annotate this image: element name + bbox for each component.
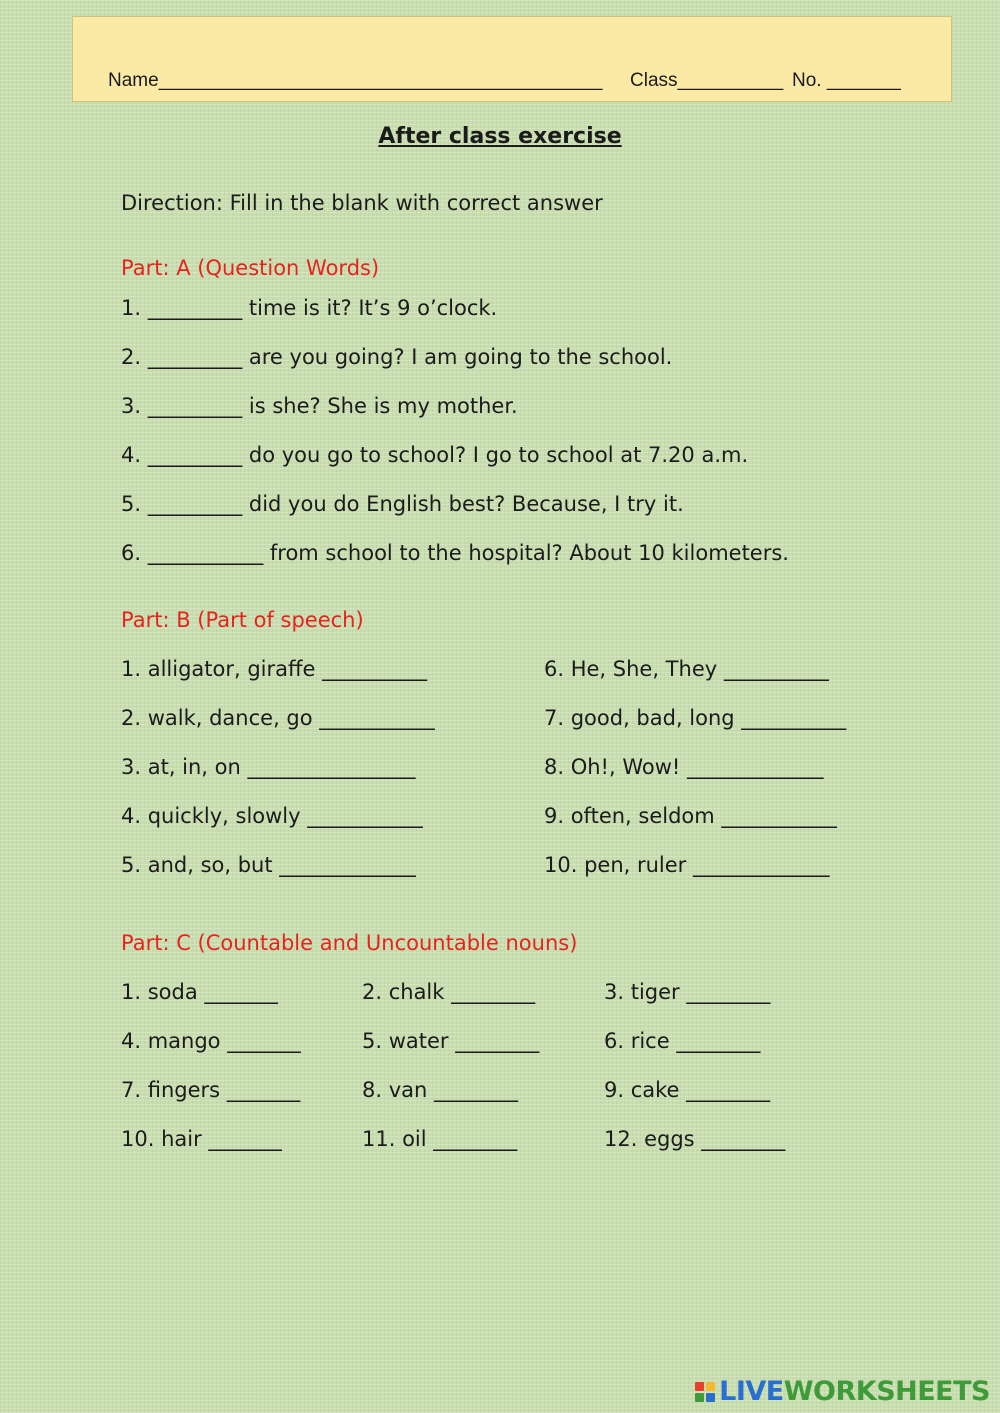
part-c-item[interactable]: 8. van ________ xyxy=(362,1078,518,1102)
part-b-title: Part: B (Part of speech) xyxy=(121,608,364,632)
part-b-item[interactable]: 3. at, in, on ________________ xyxy=(121,755,416,779)
part-c-item[interactable]: 5. water ________ xyxy=(362,1029,540,1053)
number-label: No. xyxy=(792,70,822,91)
number-blank[interactable]: _______ xyxy=(826,70,901,91)
page-title: After class exercise xyxy=(378,124,622,149)
name-field[interactable] xyxy=(108,70,603,92)
part-a-question[interactable]: 5. _________ did you do English best? Because, I try it. xyxy=(121,492,684,516)
part-a-question[interactable]: 4. _________ do you go to school? I go to school at 7.20 a.m. xyxy=(121,443,749,467)
part-a-question[interactable]: 6. ___________ from school to the hospital? About 10 kilometers. xyxy=(121,541,789,565)
part-a-question[interactable]: 1. _________ time is it? It’s 9 o’clock. xyxy=(121,296,498,320)
part-b-item[interactable]: 10. pen, ruler _____________ xyxy=(544,853,830,877)
part-c-item[interactable]: 4. mango _______ xyxy=(121,1029,301,1053)
part-b-item[interactable]: 9. often, seldom ___________ xyxy=(544,804,837,828)
part-b-item[interactable]: 4. quickly, slowly ___________ xyxy=(121,804,423,828)
part-a-title: Part: A (Question Words) xyxy=(121,256,380,280)
part-c-item[interactable]: 12. eggs ________ xyxy=(604,1127,786,1151)
part-c-item[interactable]: 2. chalk ________ xyxy=(362,980,536,1004)
part-c-title: Part: C (Countable and Uncountable nouns) xyxy=(121,931,578,955)
part-c-item[interactable]: 11. oil ________ xyxy=(362,1127,518,1151)
part-c-item[interactable]: 7. fingers _______ xyxy=(121,1078,301,1102)
class-blank[interactable]: __________ xyxy=(677,70,784,91)
class-label: Class xyxy=(630,70,678,91)
logo-square xyxy=(706,1382,715,1391)
logo-square xyxy=(695,1393,704,1402)
brand-worksheets-text: WORKSHEETS xyxy=(783,1376,990,1407)
part-b-item[interactable]: 8. Oh!, Wow! _____________ xyxy=(544,755,824,779)
part-b-item[interactable]: 6. He, She, They __________ xyxy=(544,657,829,681)
part-c-item[interactable]: 10. hair _______ xyxy=(121,1127,282,1151)
number-field[interactable] xyxy=(792,70,901,92)
logo-square xyxy=(695,1382,704,1391)
part-c-item[interactable]: 9. cake ________ xyxy=(604,1078,771,1102)
name-blank[interactable]: __________________________________________ xyxy=(158,70,603,91)
liveworksheets-brand xyxy=(695,1376,990,1407)
part-b-item[interactable]: 2. walk, dance, go ___________ xyxy=(121,706,435,730)
part-c-item[interactable]: 6. rice ________ xyxy=(604,1029,761,1053)
liveworksheets-logo-icon xyxy=(695,1382,715,1402)
part-a-question[interactable]: 2. _________ are you going? I am going to the school. xyxy=(121,345,673,369)
part-a-question[interactable]: 3. _________ is she? She is my mother. xyxy=(121,394,518,418)
logo-square xyxy=(706,1393,715,1402)
direction-text: Direction: Fill in the blank with correct answer xyxy=(121,191,603,215)
part-b-item[interactable]: 1. alligator, giraffe __________ xyxy=(121,657,428,681)
class-field[interactable] xyxy=(630,70,783,92)
brand-live-text: LIVE xyxy=(719,1376,784,1407)
part-b-item[interactable]: 7. good, bad, long __________ xyxy=(544,706,847,730)
part-c-item[interactable]: 3. tiger ________ xyxy=(604,980,771,1004)
name-label: Name xyxy=(108,70,159,91)
part-b-item[interactable]: 5. and, so, but _____________ xyxy=(121,853,416,877)
part-c-item[interactable]: 1. soda _______ xyxy=(121,980,278,1004)
